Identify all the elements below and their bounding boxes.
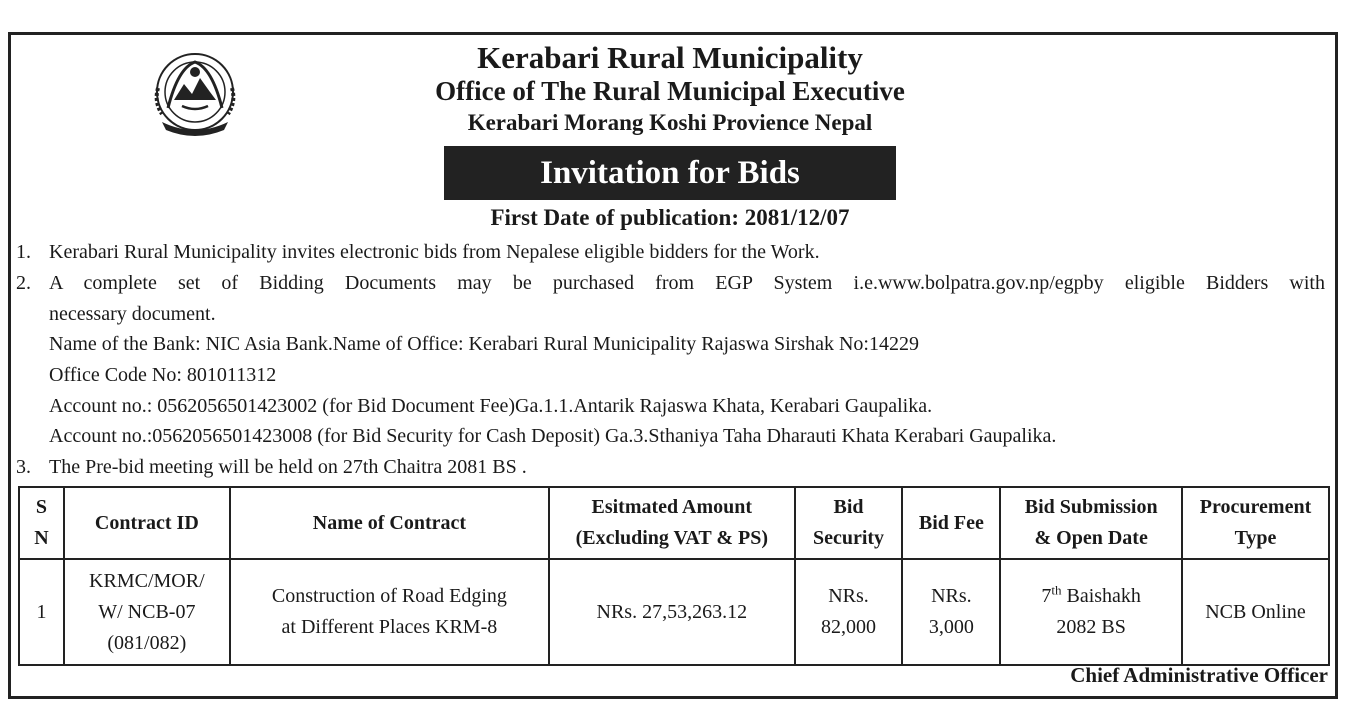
cell-bid-fee: NRs. 3,000: [902, 559, 1000, 665]
header-bid-submission: Bid Submission & Open Date: [1000, 487, 1182, 559]
bank-name-text: Name of the Bank: NIC Asia Bank.Name of Office: Kerabari Rural Municipality Rajaswa Sirshak No:14229: [49, 333, 919, 355]
header-contract-id: Contract ID: [64, 487, 230, 559]
cell-sn: 1: [19, 559, 64, 665]
office-address: Kerabari Morang Koshi Provience Nepal: [467, 110, 873, 135]
cell-bid-security: NRs. 82,000: [795, 559, 903, 665]
header-procurement-type: Procurement Type: [1182, 487, 1329, 559]
list-item-number: 3.: [16, 456, 31, 478]
list-item-text: The Pre-bid meeting will be held on 27th Chaitra 2081 BS .: [49, 456, 527, 478]
office-title: Office of The Rural Municipal Executive: [435, 76, 905, 106]
table-header-row: [19, 487, 1329, 559]
bids-table: [18, 486, 1330, 666]
list-item-text: Kerabari Rural Municipality invites electronic bids from Nepalese eligible bidders for the Work.: [49, 241, 820, 263]
table-row: [19, 559, 1329, 665]
account-security-text: Account no.:0562056501423008 (for Bid Security for Cash Deposit) Ga.3.Sthaniya Taha Dharauti Khata Kerabari Gaupalika.: [49, 425, 1057, 447]
cell-name-of-contract: Construction of Road Edging at Different Places KRM-8: [230, 559, 549, 665]
list-item-number: 1.: [16, 241, 31, 263]
invitation-banner: Invitation for Bids: [444, 146, 896, 200]
cell-contract-id: KRMC/MOR/ W/ NCB-07 (081/082): [64, 559, 230, 665]
header-bid-fee: Bid Fee: [902, 487, 1000, 559]
municipality-title: Kerabari Rural Municipality: [477, 40, 863, 75]
header-estimated-amount: Esitmated Amount (Excluding VAT & PS): [549, 487, 795, 559]
header-sn: S N: [19, 487, 64, 559]
cell-bid-submission-date: 7th Baishakh 2082 BS: [1000, 559, 1182, 665]
signature-title: Chief Administrative Officer: [1070, 663, 1328, 687]
list-item-text: necessary document.: [49, 303, 216, 325]
header-bid-security: Bid Security: [795, 487, 903, 559]
office-code-text: Office Code No: 801011312: [49, 364, 277, 386]
header-name-of-contract: Name of Contract: [230, 487, 549, 559]
cell-procurement-type: NCB Online: [1182, 559, 1329, 665]
account-fee-text: Account no.: 0562056501423002 (for Bid Document Fee)Ga.1.1.Antarik Rajaswa Khata, Kerabari Gaupalika.: [49, 395, 933, 417]
list-item-number: 2.: [16, 272, 31, 294]
list-item-text: A complete set of Bidding Documents may be purchased from EGP System i.e.www.bolpatra.gov.np/egpby eligible Bidders with: [49, 272, 1325, 294]
publication-date: First Date of publication: 2081/12/07: [490, 205, 850, 230]
cell-estimated-amount: NRs. 27,53,263.12: [549, 559, 795, 665]
